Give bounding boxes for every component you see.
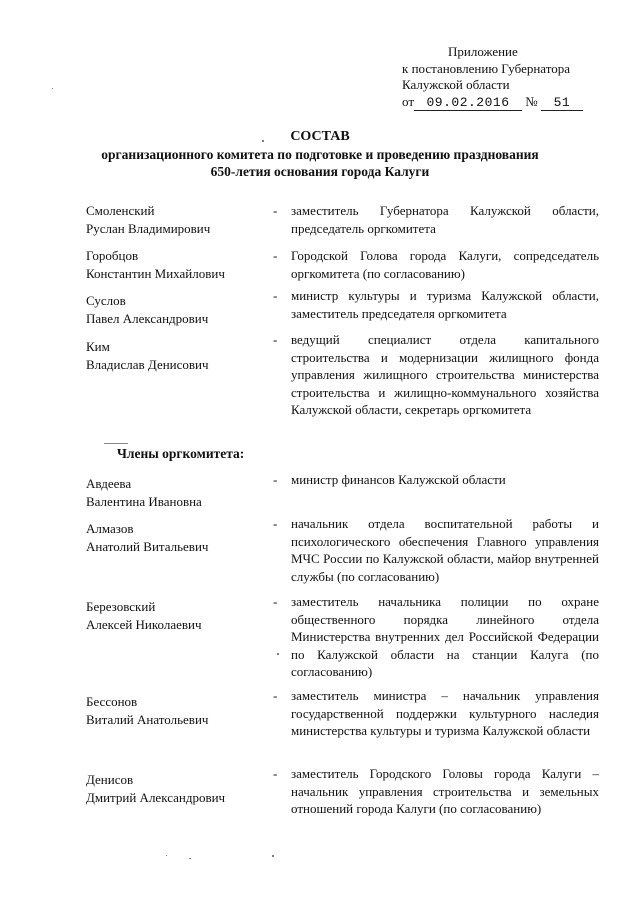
person-surname: Березовский [86,599,156,614]
decree-number: 51 [541,96,583,111]
dash-separator: - [273,472,278,487]
person-role: начальник отдела воспитательной работы и психологического обеспечения Главного управления МЧС России по Калужской области, майор внутренней службы (по согласованию) [291,516,599,584]
person-name [86,202,266,237]
appendix-region: Калужской области [402,77,510,92]
person-name [86,598,266,633]
person-given-names: Виталий Анатольевич [86,711,209,727]
dash-separator: - [273,688,278,703]
dash-separator: - [273,332,278,347]
dash-separator: - [273,248,278,263]
person-surname: Суслов [86,293,126,308]
person-given-names: Дмитрий Александрович [86,789,226,805]
person-name [86,247,266,282]
section-mark [104,443,128,444]
scan-speck [262,140,264,142]
scan-speck [277,653,279,655]
from-label: от [402,93,415,109]
person-role: министр культуры и туризма Калужской области, заместитель председателя оргкомитета [291,288,599,321]
appendix-title: Приложение [448,44,518,59]
members-header: Члены оргкомитета: [117,446,245,461]
person-given-names: Алексей Николаевич [86,616,202,632]
person-surname: Бессонов [86,694,138,709]
person-surname: Денисов [86,772,134,787]
number-label: № [525,93,538,109]
person-given-names: Валентина Ивановна [86,493,202,509]
person-role: заместитель министра – начальник управления государственной поддержки культурного наследия министерства культуры и туризма Калужской области [291,688,599,738]
person-role: министр финансов Калужской области [291,472,506,487]
person-name [86,693,266,728]
person-name [86,520,266,555]
dash-separator: - [273,766,278,781]
person-name [86,338,266,373]
person-given-names: Руслан Владимирович [86,220,211,236]
person-given-names: Павел Александрович [86,310,209,326]
decree-date: 09.02.2016 [414,96,522,111]
person-role: ведущий специалист отдела капитального строительства и модернизации жилищного фонда управления жилищного строительства министерства строительства и жилищно-коммунального хозяйства Калужской области, секретарь оргкомитета [291,332,599,417]
appendix-date-number [402,94,622,111]
scan-speck [52,88,53,89]
person-given-names: Владислав Денисович [86,356,209,372]
scan-speck [166,855,167,856]
person-given-names: Константин Михайлович [86,265,225,281]
dash-separator: - [273,203,278,218]
person-surname: Авдеева [86,476,132,491]
person-surname: Алмазов [86,521,134,536]
person-surname: Горобцов [86,248,139,263]
person-surname: Ким [86,339,110,354]
person-role: заместитель Городского Головы города Калуги – начальник управления строительства и земельных отношений города Калуги (по согласованию) [291,766,599,816]
person-name [86,475,266,510]
person-name [86,771,266,806]
person-given-names: Анатолий Витальевич [86,538,209,554]
dash-separator: - [273,516,278,531]
person-role: заместитель начальника полиции по охране общественного порядка линейного отдела Министерства внутренних дел Российской Федерации по Калужской области на станции Калуга (по согласованию) [291,594,599,679]
person-name [86,292,266,327]
scan-speck [189,858,191,859]
person-role: заместитель Губернатора Калужской области, председатель оргкомитета [291,203,599,236]
dash-separator: - [273,594,278,609]
document-title: СОСТАВ [290,129,350,144]
document-subtitle-line2: 650-летия основания города Калуги [210,164,430,179]
dash-separator: - [273,288,278,303]
person-role: Городской Голова города Калуги, сопредседатель оргкомитета (по согласованию) [291,248,599,281]
appendix-block [402,44,622,111]
scan-speck [272,855,274,857]
document-subtitle-line1: организационного комитета по подготовке и проведению празднования [101,147,539,162]
appendix-decree: к постановлению Губернатора [402,60,571,76]
person-surname: Смоленский [86,203,155,218]
